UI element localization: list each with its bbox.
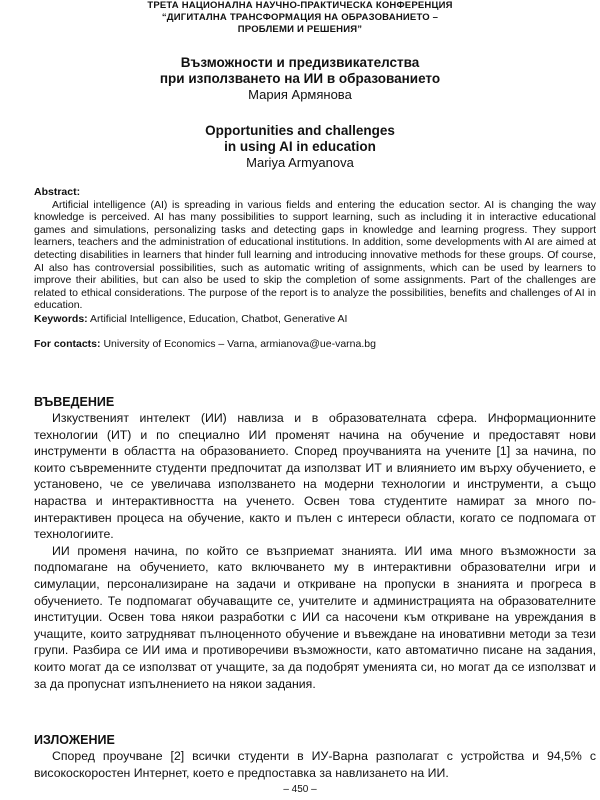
abstract-text: Artificial intelligence (AI) is spreading in various fields and entering the education sector. AI is changing the way knowledge is perceived. AI has many possibilities to support learning, such as including it in interactive educational games and simulations, personalizing tasks and detecting gaps in knowledge and learning progress. They support learners, teachers and the administration of educational institutions. In addition, some developments with AI are aimed at detecting disabilities in learners that hinder full learning and introducing innovative methods for these groups. Of course, AI also has controversial possibilities, such as automatic writing of assignments, which can be used by learners to improve their abilities, but can also be used to skip the completion of some assignments. Part of the challenges are related to ethical considerations. The purpose of the report is to analyze the possibilities, benefits and challenges of AI in education.	[34, 198, 596, 312]
title-block-bulgarian	[0, 55, 600, 103]
keywords-text: Artificial Intelligence, Education, Chatbot, Generative AI	[90, 312, 348, 325]
introduction-heading: ВЪВЕДЕНИЕ	[34, 395, 115, 409]
page-number: – 450 –	[283, 784, 317, 795]
contacts-line	[34, 338, 596, 351]
introduction-paragraph-1: Изкуственият интелект (ИИ) навлиза и в образователната сфера. Информационните технологии (ИТ) и по специално ИИ променят начина на обучение и предоставят нови инструменти в областта на образованието. Според проучванията на учените [1] за начина, по които съвременните студенти предпочитат да използват ИТ и влиянието им върху обучението, е установено, че се увеличава използването на модерни технологии и инструменти, а също нараства и интерактивността на ученето. Освен това студентите намират за много по-интерактивен процеса на обучение, както и пълен с интереси области, когато се подпомага от технологиите.	[34, 411, 596, 542]
conference-running-head	[0, 0, 600, 36]
introduction-paragraph-2: ИИ променя начина, по който се възприемат знанията. ИИ има много възможности за подпомагане на обучението, като включването му в интерактивни образователни игри и симулации, персонализиране на задачи и откриване на пропуски в знанията и прогреса в обучението. Те подпомагат обучаващите се, учителите и администрацията на образователните институции. Освен това някои разработки с ИИ са насочени към откриване на увреждания в учащите, които затрудняват пълноценното обучение и въвеждане на иновативни методи за тези групи. Разбира се ИИ има и противоречиви възможности, като автоматично писане на задания, които могат да се използват от учащите, за да подобрят уменията си, но могат да се използват и за да пропуснат изпълнението на някои задания.	[34, 543, 596, 691]
author-name-en: Mariya Armyanova	[246, 155, 354, 170]
running-head-line-3: ПРОБЛЕМИ И РЕШЕНИЯ”	[237, 24, 363, 35]
running-head-line-2: “ДИГИТАЛНА ТРАНСФОРМАЦИЯ НА ОБРАЗОВАНИЕТО –	[161, 12, 439, 23]
introduction-section	[34, 394, 596, 692]
exposition-section	[34, 732, 596, 781]
exposition-heading: ИЗЛОЖЕНИЕ	[34, 733, 115, 747]
paper-title-bg-line-2: при използването на ИИ в образованието	[159, 71, 441, 86]
contacts-label: For contacts:	[34, 337, 101, 350]
paper-title-en-line-2: in using AI in education	[224, 139, 376, 154]
paper-title-en-line-1: Opportunities and challenges	[205, 123, 395, 138]
paper-title-bg-line-1: Възможности и предизвикателства	[180, 55, 420, 70]
abstract-label: Abstract:	[34, 186, 81, 198]
author-name-bg: Мария Армянова	[248, 87, 352, 102]
keywords-label: Keywords:	[34, 312, 88, 325]
title-block-english	[0, 123, 600, 171]
contacts-text: University of Economics – Varna, armianova@ue-varna.bg	[103, 337, 376, 350]
abstract-section	[34, 186, 596, 350]
running-head-line-1: ТРЕТА НАЦИОНАЛНА НАУЧНО-ПРАКТИЧЕСКА КОНФЕРЕНЦИЯ	[147, 0, 453, 11]
exposition-paragraph-1: Според проучване [2] всички студенти в ИУ-Варна разполагат с устройства и 94,5% с високоскоростен Интернет, което е предпоставка за навлизането на ИИ.	[34, 749, 596, 780]
keywords-line	[34, 313, 596, 326]
